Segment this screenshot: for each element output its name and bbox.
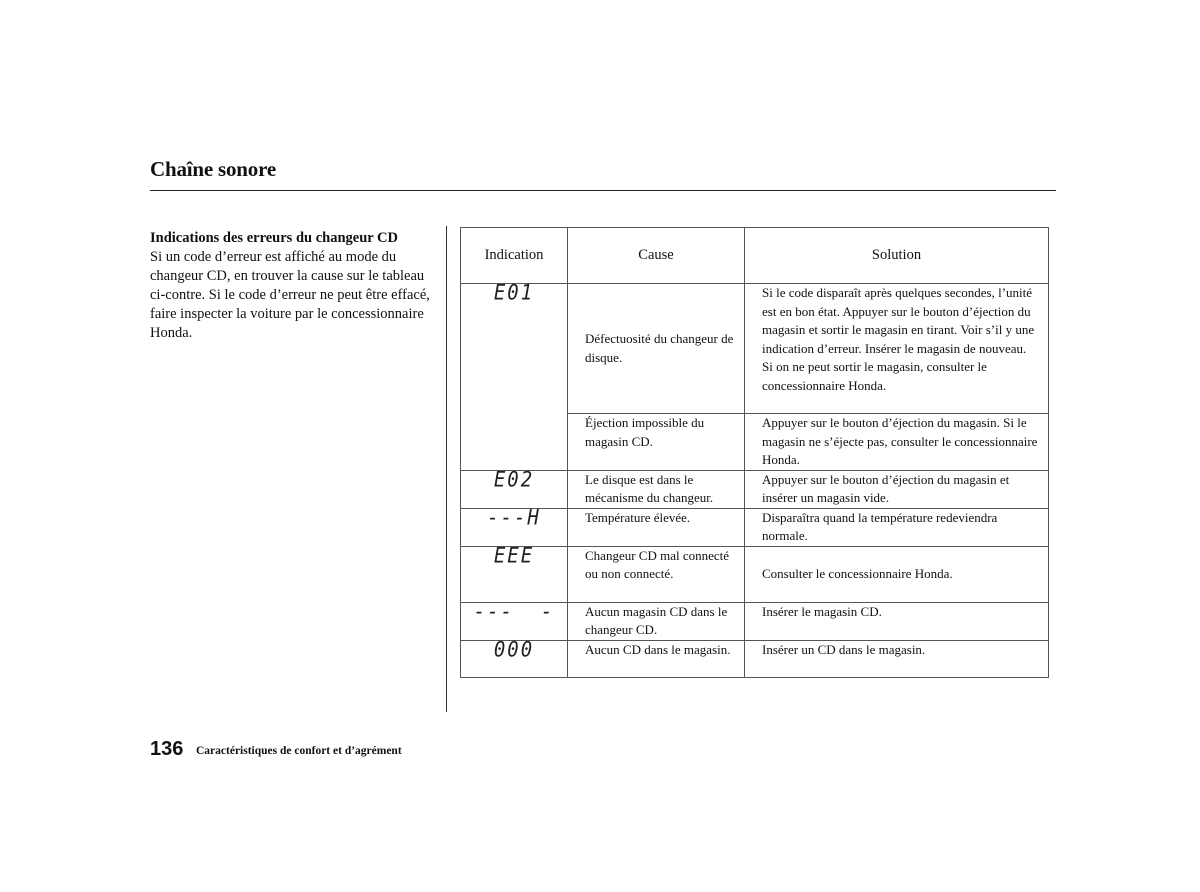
table-row (461, 470, 1049, 508)
solution-cell: Si le code disparaît après quelques secondes, l’unité est en bon état. Appuyer sur le bouton d’éjection du magasin et sortir le magasin en tirant. Voir s’il y une indication d’erreur. Insérer le magasin de nouveau. Si on ne peut sortir le magasin, consulter le concessionnaire Honda. (745, 284, 1049, 414)
cause-cell: Température élevée. (568, 508, 745, 546)
header-cause: Cause (568, 228, 745, 284)
lcd-code: 000 (493, 637, 535, 662)
table-row (461, 284, 1049, 414)
indication-cell (461, 280, 568, 471)
column-divider (446, 226, 447, 712)
lcd-code: EEE (493, 543, 535, 568)
intro-heading: Indications des erreurs du changeur CD (150, 230, 399, 246)
error-codes-table (460, 227, 1049, 678)
table-row (461, 508, 1049, 546)
cause-cell: Le disque est dans le mécanisme du changeur. (568, 470, 745, 508)
solution-cell: Appuyer sur le bouton d’éjection du magasin et insérer un magasin vide. (745, 470, 1049, 508)
table-header-row (461, 228, 1049, 284)
page-number: 136 (150, 738, 184, 760)
cause-cell: Défectuosité du changeur de disque. (568, 284, 745, 414)
intro-section (150, 229, 440, 343)
solution-cell: Consulter le concessionnaire Honda. (745, 546, 1049, 602)
header-indication: Indication (461, 228, 568, 284)
cause-cell: Changeur CD mal connecté ou non connecté. (568, 546, 745, 602)
page-title: Chaîne sonore (150, 157, 276, 181)
solution-cell: Insérer un CD dans le magasin. (745, 640, 1049, 677)
indication-cell (461, 637, 568, 677)
lcd-code: --- - (473, 599, 555, 624)
indication-cell (461, 467, 568, 508)
intro-body: Si un code d’erreur est affiché au mode du changeur CD, en trouver la cause sur le tableau ci-contre. Si le code d’erreur ne peut être effacé, faire inspecter la voiture par le concessionnaire Honda. (150, 249, 430, 341)
lcd-code: E01 (493, 280, 535, 306)
indication-cell (461, 543, 568, 602)
header-solution: Solution (745, 228, 1049, 284)
lcd-code: E02 (493, 467, 535, 492)
lcd-code: ---H (487, 505, 541, 530)
indication-cell (461, 505, 568, 546)
solution-cell: Insérer le magasin CD. (745, 602, 1049, 640)
cause-cell: Aucun magasin CD dans le changeur CD. (568, 602, 745, 640)
footer-section-title: Caractéristiques de confort et d’agrément (196, 745, 402, 757)
cause-cell: Aucun CD dans le magasin. (568, 640, 745, 677)
cause-cell: Éjection impossible du magasin CD. (568, 414, 745, 471)
table-row (461, 546, 1049, 602)
title-rule (150, 190, 1056, 191)
indication-cell (461, 599, 568, 640)
solution-cell: Disparaîtra quand la température redeviendra normale. (745, 508, 1049, 546)
table-row (461, 640, 1049, 677)
table-row (461, 602, 1049, 640)
solution-cell: Appuyer sur le bouton d’éjection du magasin. Si le magasin ne s’éjecte pas, consulter le concessionnaire Honda. (745, 414, 1049, 471)
